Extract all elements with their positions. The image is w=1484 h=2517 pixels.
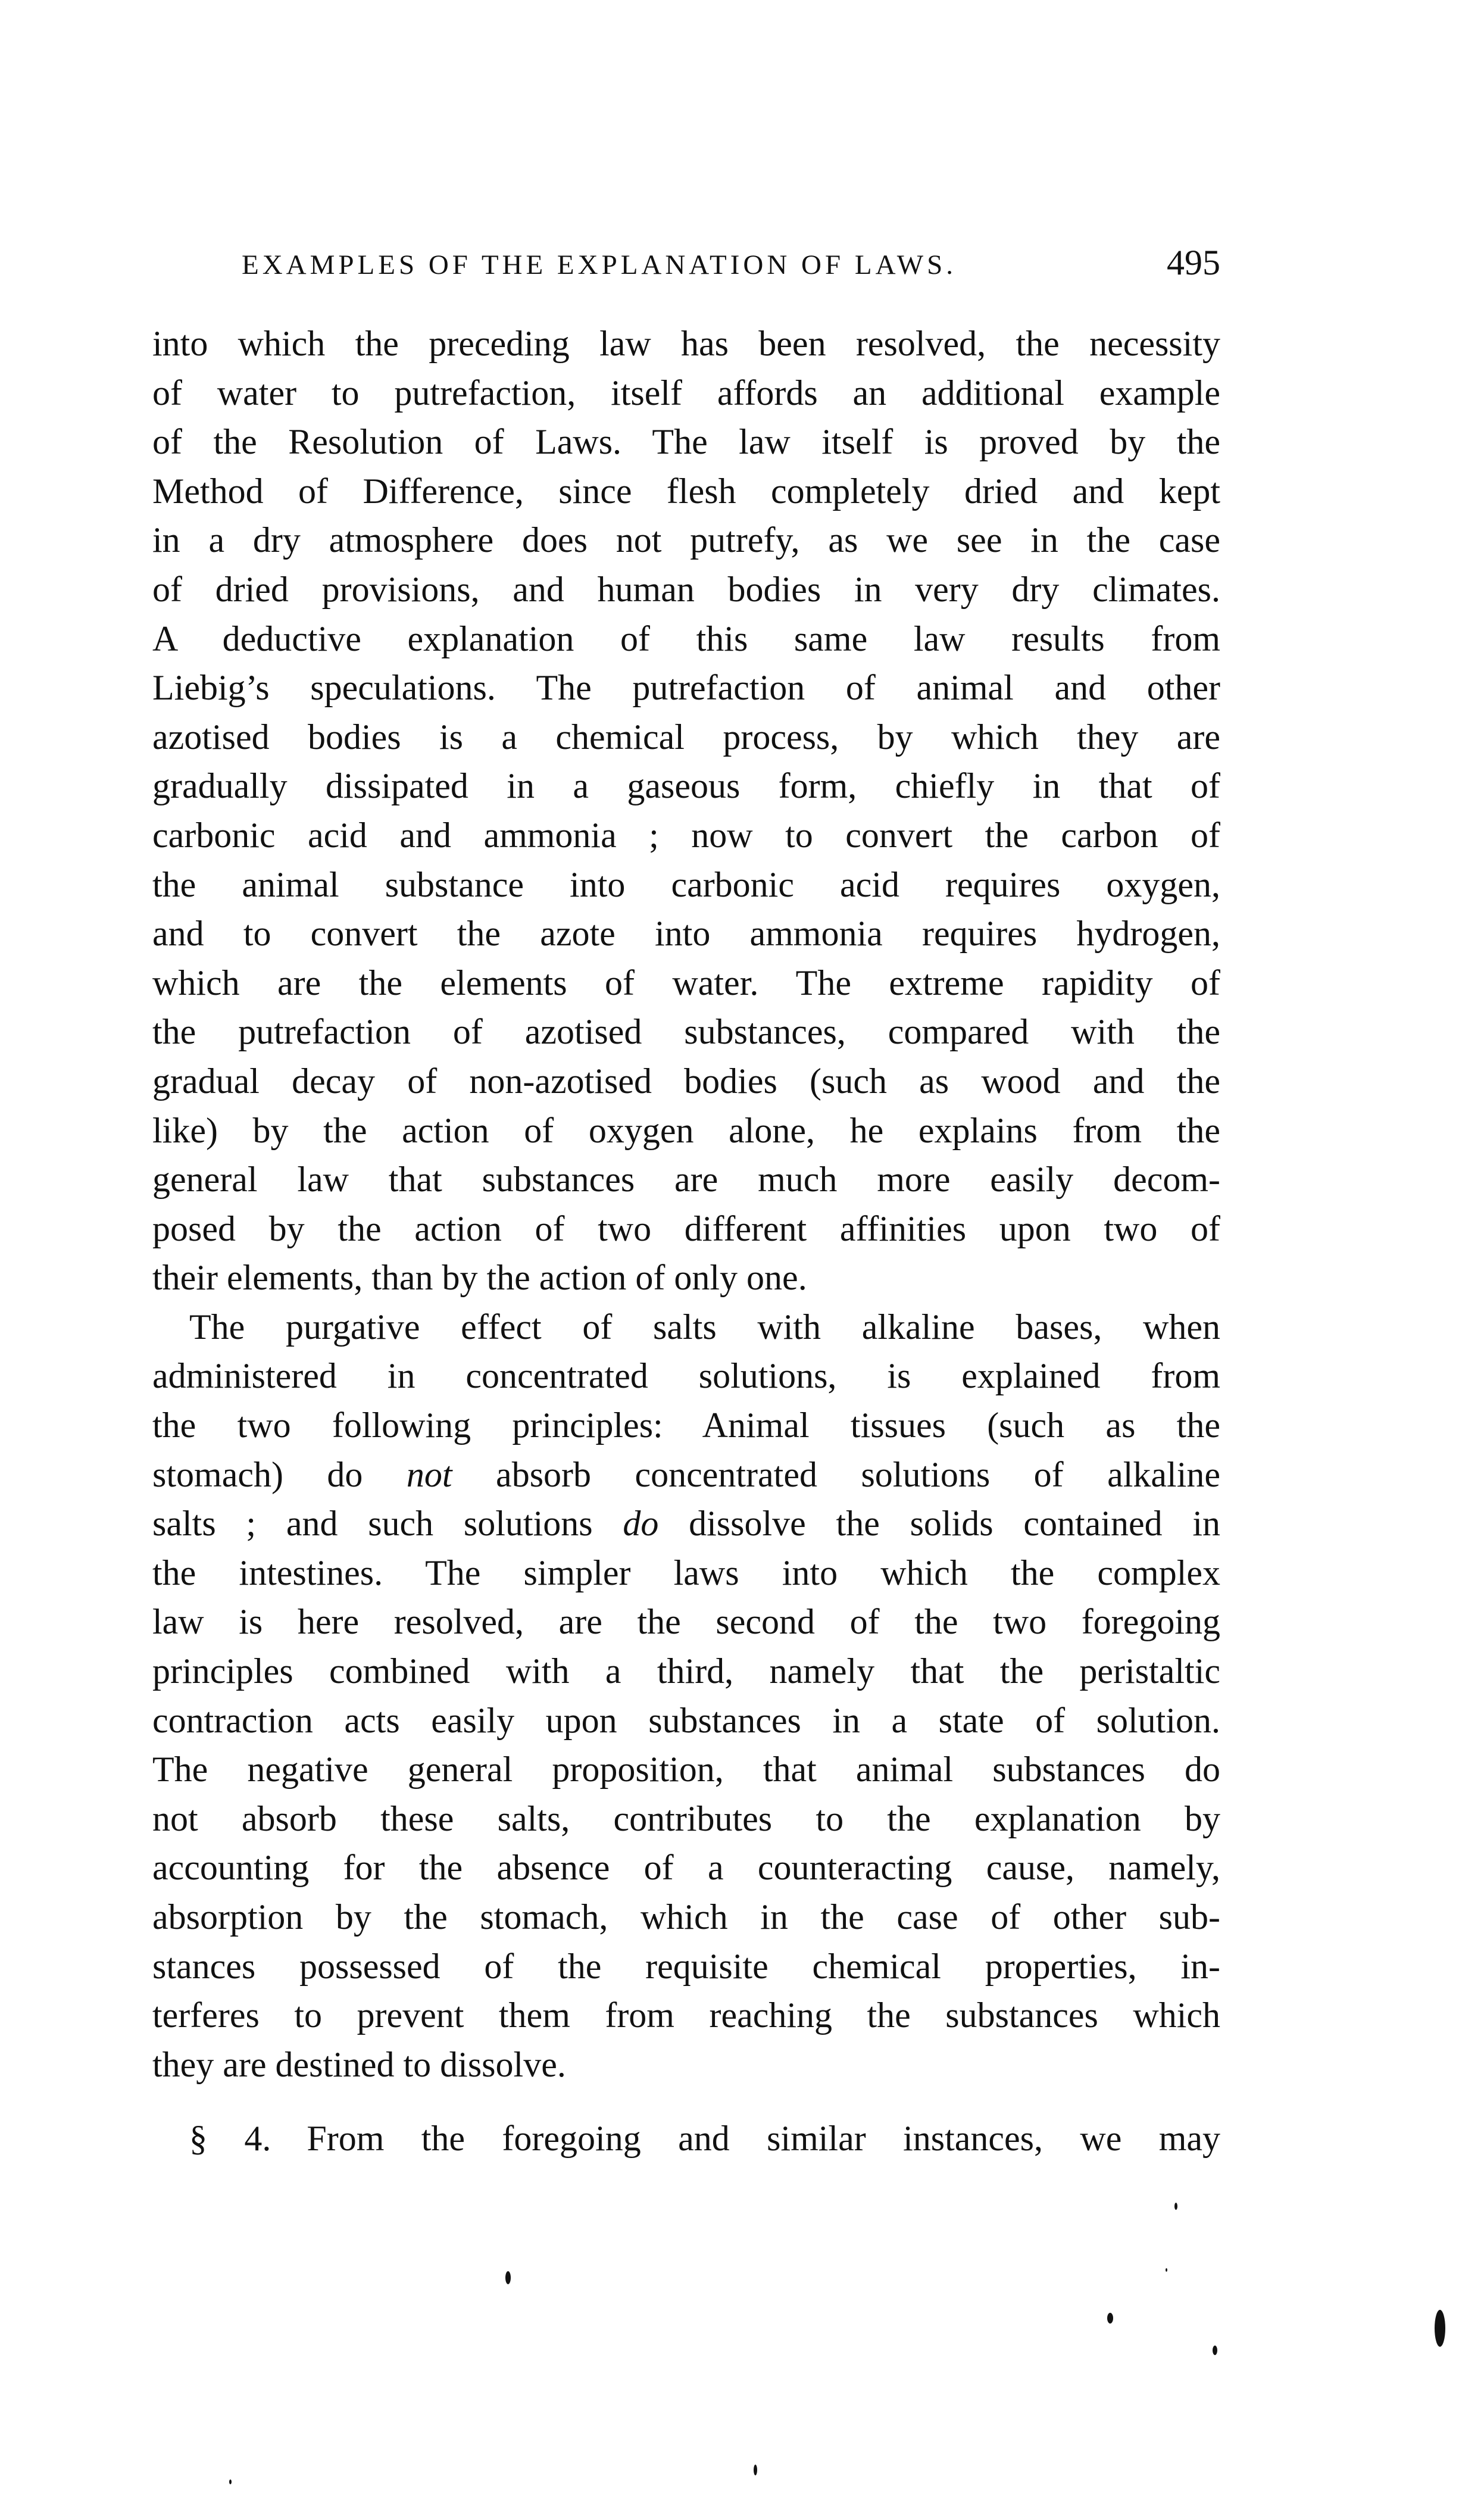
text-line: administered in concentrated solutions, is explained from: [152, 1356, 1220, 1396]
section-heading-line: [152, 2114, 1220, 2163]
text-line: general law that substances are much more easily decom-: [152, 1160, 1220, 1200]
body-text: [152, 319, 1220, 2163]
paragraph-p1: [152, 319, 1220, 1303]
text-line: not absorb these salts, contributes to the explanation by: [152, 1798, 1220, 1838]
text-line: The negative general proposition, that animal substances do: [152, 1750, 1220, 1790]
text-line: gradually dissipated in a gaseous form, chiefly in that of: [152, 766, 1220, 806]
page-number: 495: [1167, 243, 1220, 282]
text-line: absorption by the stomach, which in the case of other sub-: [152, 1897, 1220, 1937]
text-line: law is here resolved, are the second of the two foregoing: [152, 1602, 1220, 1642]
scan-speck: [754, 2465, 757, 2475]
section-gap: [152, 2089, 1220, 2114]
text-line: terferes to prevent them from reaching the substances which: [152, 1996, 1220, 2035]
italic-emphasis: not: [406, 1454, 452, 1494]
text-line: posed by the action of two different affinities upon two of: [152, 1208, 1220, 1248]
running-title: EXAMPLES OF THE EXPLANATION OF LAWS.: [242, 249, 957, 280]
text-line: they are destined to dissolve.: [152, 2044, 566, 2084]
section-text: From the foregoing and similar instances, we may: [307, 2119, 1221, 2159]
text-line: azotised bodies is a chemical process, by which they are: [152, 717, 1220, 757]
text-line: the two following principles: Animal tissues (such as the: [152, 1406, 1220, 1445]
section-mark: § 4.: [189, 2119, 307, 2159]
italic-emphasis: do: [623, 1504, 659, 1544]
text-line: salts ; and such solutions do dissolve the solids contained in: [152, 1504, 1220, 1544]
text-line: their elements, than by the action of only one.: [152, 1258, 807, 1298]
text-line: Method of Difference, since flesh completely dried and kept: [152, 471, 1220, 511]
text-line: principles combined with a third, namely that the peristaltic: [152, 1651, 1220, 1691]
text-line: accounting for the absence of a counteracting cause, namely,: [152, 1848, 1220, 1888]
text-line: contraction acts easily upon substances in a state of solution.: [152, 1700, 1220, 1740]
text-line: gradual decay of non-azotised bodies (such as wood and the: [152, 1061, 1220, 1101]
scan-speck: [1166, 2268, 1167, 2272]
text-line: carbonic acid and ammonia ; now to convert the carbon of: [152, 815, 1220, 855]
text-line: the putrefaction of azotised substances, compared with the: [152, 1012, 1220, 1052]
text-line: stomach) do not absorb concentrated solutions of alkaline: [152, 1454, 1221, 1494]
scan-speck: [1107, 2313, 1113, 2324]
scan-speck: [505, 2271, 511, 2284]
text-line: the intestines. The simpler laws into which the complex: [152, 1553, 1220, 1592]
scan-speck: [1213, 2346, 1217, 2355]
scan-speck: [229, 2479, 232, 2484]
text-line: the animal substance into carbonic acid requires oxygen,: [152, 864, 1220, 904]
text-line: and to convert the azote into ammonia requires hydrogen,: [152, 914, 1220, 954]
text-line: Liebig’s speculations. The putrefaction of animal and other: [152, 668, 1220, 708]
scan-speck: [1435, 2310, 1445, 2347]
text-line: The purgative effect of salts with alkaline bases, when: [189, 1307, 1220, 1347]
text-line: into which the preceding law has been resolved, the necessity: [152, 324, 1220, 363]
text-line: of dried provisions, and human bodies in very dry climates.: [152, 569, 1220, 609]
text-line: stances possessed of the requisite chemical properties, in-: [152, 1946, 1220, 1986]
text-line: A deductive explanation of this same law results from: [152, 619, 1220, 658]
text-line: of the Resolution of Laws. The law itself is proved by the: [152, 422, 1220, 462]
text-line: of water to putrefaction, itself affords an additional example: [152, 373, 1220, 413]
text-line: in a dry atmosphere does not putrefy, as we see in the case: [152, 520, 1220, 560]
text-line: like) by the action of oxygen alone, he explains from the: [152, 1110, 1220, 1150]
running-header: [152, 244, 1220, 286]
text-line: which are the elements of water. The extreme rapidity of: [152, 963, 1220, 1003]
paragraph-p2: [152, 1303, 1220, 2090]
scan-speck: [1174, 2203, 1177, 2210]
